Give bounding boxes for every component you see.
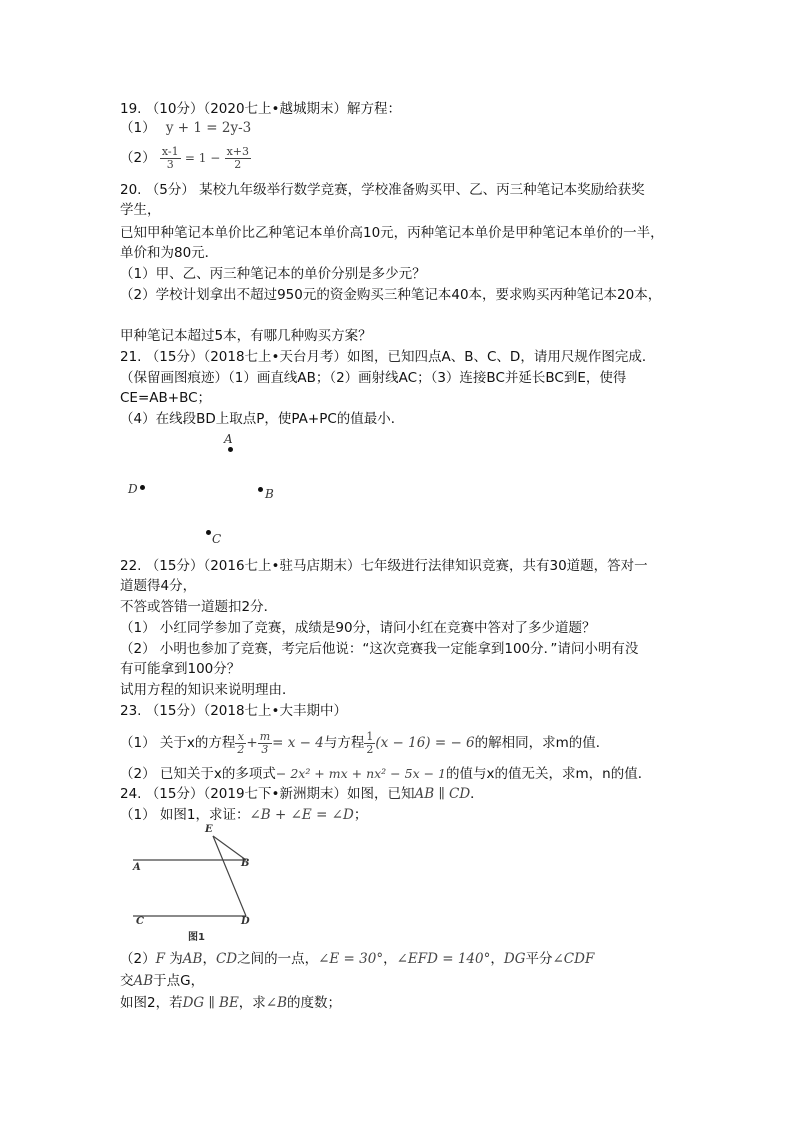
q24-p2-e: 平分 bbox=[525, 951, 553, 967]
point-c bbox=[206, 530, 211, 535]
q22-line7: 试用方程的知识来说明理由． bbox=[120, 682, 296, 698]
q19-header: 19. （10分）（2020七上•越城期末）解方程： bbox=[120, 101, 402, 117]
q23-polynomial: − 2x² + mx + nx² − 5x − 1 bbox=[275, 766, 446, 781]
q24-header-math: AB ∥ CD bbox=[414, 786, 471, 802]
q23-plus: + bbox=[246, 735, 258, 751]
q24-part2-line1 bbox=[120, 950, 594, 968]
q19-frac1 bbox=[160, 146, 181, 171]
q24-p2-angle-efd: ∠EFD = 140° bbox=[396, 951, 491, 967]
q20-line7: 甲种笔记本超过5本，有哪几种购买方案？ bbox=[120, 328, 372, 344]
q20-line2: 学生， bbox=[120, 202, 161, 218]
point-d bbox=[140, 485, 145, 490]
point-c-label: C bbox=[212, 532, 222, 546]
q20-line4: 单价和为80元． bbox=[120, 245, 219, 261]
q23-part1-pre: （1） 关于x的方程 bbox=[120, 735, 236, 751]
q23-rhs: = x − 4 bbox=[272, 735, 324, 751]
q23-part2 bbox=[120, 765, 651, 783]
q19-frac1-num: x-1 bbox=[161, 144, 179, 158]
q24-p2-l2-ab: AB bbox=[133, 973, 154, 989]
q23-part1 bbox=[120, 728, 609, 758]
point-b-label: B bbox=[265, 487, 274, 501]
q24-p2-l3-math: DG ∥ BE bbox=[182, 995, 239, 1011]
q23-part2-post: 的值与x的值无关，求m，n的值． bbox=[446, 766, 652, 782]
q23-frac-m3 bbox=[258, 731, 272, 756]
point-a-label: A bbox=[224, 432, 233, 446]
q24-p2-d: 之间的一点， bbox=[237, 951, 319, 967]
q19-part1 bbox=[120, 119, 251, 137]
fig-caption: 图1 bbox=[188, 932, 205, 943]
q19-frac2-den: 2 bbox=[234, 157, 242, 171]
q23-frac-x2 bbox=[235, 731, 246, 756]
fig-label-a: A bbox=[133, 862, 141, 873]
q22-line2: 道题得4分， bbox=[120, 578, 197, 594]
q23-frac-x2-num: x bbox=[235, 731, 246, 744]
q24-header-post: ． bbox=[470, 786, 484, 802]
q19-part1-equation: y + 1 = 2y-3 bbox=[165, 120, 252, 136]
q24-part2-line3 bbox=[120, 994, 341, 1012]
q24-p2-l3-angle-b: ∠B bbox=[265, 995, 288, 1011]
q19-part2-mid: = 1 − bbox=[184, 151, 221, 165]
q19-frac2 bbox=[225, 146, 251, 171]
q23-frac-half-num: 1 bbox=[366, 729, 374, 743]
q20-line3: 已知甲种笔记本单价比乙种笔记本单价高10元，丙种笔记本单价是甲种笔记本单价的一半， bbox=[120, 225, 664, 241]
q24-header-pre: 24. （15分）（2019七下•新洲期末）如图，已知 bbox=[120, 786, 415, 802]
point-a bbox=[228, 447, 233, 452]
q19-part1-label: （1） bbox=[120, 120, 156, 136]
q24-part1-pre: （1） 如图1，求证： bbox=[120, 807, 250, 823]
q21-line2: （保留画图痕迹）（1）画直线AB；（2）画射线AC；（3）连接BC并延长BC到E，使得 bbox=[120, 370, 627, 386]
q24-part1-post: ； bbox=[353, 807, 368, 823]
q21-line3: CE=AB+BC； bbox=[120, 390, 212, 406]
q19-part2-label: （2） bbox=[120, 150, 156, 166]
point-d-label: D bbox=[128, 482, 138, 496]
q24-p2-a: （2） bbox=[120, 951, 156, 967]
q23-frac-m3-num: m bbox=[259, 729, 271, 743]
q21-line1: 21. （15分）（2018七上•天台月考）如图，已知四点A、B、C、D，请用尺规作图完成． bbox=[120, 349, 656, 365]
q23-eq2-rest: (x − 16) = − 6 bbox=[375, 735, 475, 751]
fig-label-e: E bbox=[205, 824, 213, 835]
q24-part2-line2 bbox=[120, 972, 204, 990]
q24-p2-l3-c: 的度数； bbox=[287, 995, 342, 1011]
q22-line1: 22. （15分）（2016七上•驻马店期末）七年级进行法律知识竞赛，共有30道题，答对一 bbox=[120, 558, 648, 574]
q24-p2-ab: AB bbox=[182, 951, 203, 967]
q23-mid: 与方程 bbox=[323, 735, 365, 751]
q24-p2-l3-b: ，求 bbox=[238, 995, 266, 1011]
q24-header bbox=[120, 785, 484, 803]
fig-label-c: C bbox=[136, 916, 144, 927]
q23-frac-half-den: 2 bbox=[366, 742, 374, 756]
q24-p2-c: ， bbox=[202, 951, 216, 967]
q22-line3: 不答或答错一道题扣2分． bbox=[120, 599, 278, 615]
q24-p2-dg: DG bbox=[503, 951, 526, 967]
q24-p2-l2-b: 于点G， bbox=[153, 973, 205, 989]
fig-label-d: D bbox=[241, 916, 250, 927]
q19-frac1-den: 3 bbox=[166, 157, 174, 171]
q23-frac-m3-den: 3 bbox=[261, 742, 269, 756]
q21-line4: （4）在线段BD上取点P，使PA+PC的值最小． bbox=[120, 411, 405, 427]
fig-label-b: B bbox=[241, 858, 250, 869]
q23-header: 23. （15分）（2018七上•大丰期中） bbox=[120, 703, 348, 719]
q24-p2-angle-cdf: ∠CDF bbox=[552, 951, 595, 967]
q24-p2-sep2: ， bbox=[490, 951, 504, 967]
q20-line5: （1）甲、乙、丙三种笔记本的单价分别是多少元？ bbox=[120, 266, 426, 282]
q24-p2-f: F bbox=[155, 951, 165, 967]
q22-line5: （2） 小明也参加了竞赛，考完后他说：“这次竞赛我一定能拿到100分．”请问小明有没 bbox=[120, 641, 639, 657]
q23-part2-pre: （2） 已知关于x的多项式 bbox=[120, 766, 276, 782]
q19-part2 bbox=[120, 145, 251, 171]
q24-p2-l3-a: 如图2，若 bbox=[120, 995, 183, 1011]
q24-p2-angle-e: ∠E = 30° bbox=[318, 951, 384, 967]
q24-part1-math: ∠B + ∠E = ∠D bbox=[249, 807, 354, 823]
q24-p2-sep1: ， bbox=[383, 951, 397, 967]
q20-line1: 20. （5分） 某校九年级举行数学竞赛，学校准备购买甲、乙、丙三种笔记本奖励给获奖 bbox=[120, 182, 645, 198]
q22-line6: 有可能拿到100分？ bbox=[120, 661, 241, 677]
q24-figure-1 bbox=[128, 824, 268, 946]
q23-part1-post: 的解相同，求m的值． bbox=[474, 735, 610, 751]
q23-frac-x2-den: 2 bbox=[237, 742, 245, 756]
q20-line6: （2）学校计划拿出不超过950元的资金购买三种笔记本40本，要求购买丙种笔记本20本， bbox=[120, 287, 662, 303]
q24-p2-l2-a: 交 bbox=[120, 973, 134, 989]
q19-frac2-num: x+3 bbox=[226, 144, 250, 158]
q24-p2-b: 为 bbox=[169, 951, 183, 967]
point-b bbox=[258, 487, 263, 492]
q24-p2-cd: CD bbox=[215, 951, 238, 967]
q24-part1 bbox=[120, 806, 367, 824]
q23-frac-half bbox=[364, 731, 375, 756]
q22-line4: （1） 小红同学参加了竞赛，成绩是90分，请问小红在竞赛中答对了多少道题？ bbox=[120, 620, 596, 636]
